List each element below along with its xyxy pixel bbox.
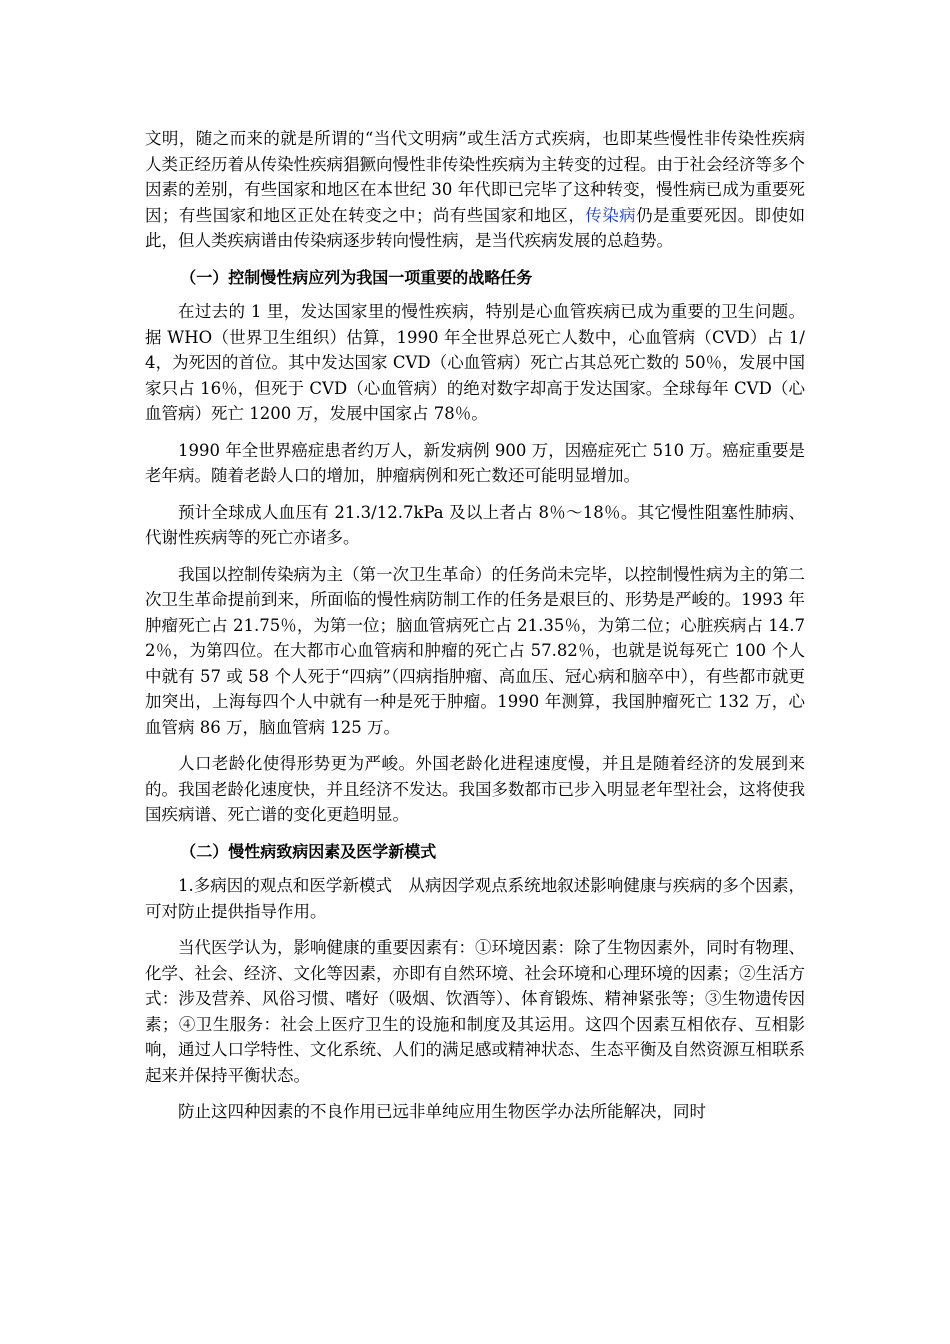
paragraph-blood-pressure: 预计全球成人血压有 21.3/12.7kPa 及以上者占 8％～18％。其它慢性阻塞性肺病、代谢性疾病等的死亡亦诸多。	[145, 502, 805, 547]
paragraph-intro-text-after: 仍是重要死因。即使如此，但人类疾病谱由传染病逐步转向慢性病，是当代疾病发展的总趋势。	[145, 205, 806, 250]
paragraph-intro	[145, 126, 805, 254]
section-heading-2: （二）慢性病致病因素及医学新模式	[180, 841, 437, 861]
paragraph-prevention: 防止这四种因素的不良作用已远非单纯应用生物医学办法所能解决，同时	[178, 1102, 706, 1121]
document-body	[145, 126, 805, 1136]
link-infectious-disease[interactable]: 传染病	[585, 205, 637, 225]
paragraph-cancer-statistics: 1990 年全世界癌症患者约万人，新发病例 900 万，因癌症死亡 510 万。癌症重要是老年病。随着老龄人口的增加，肿瘤病例和死亡数还可能明显增加。	[145, 440, 805, 485]
paragraph-health-factors: 当代医学认为，影响健康的重要因素有：①环境因素：除了生物因素外，同时有物理、化学、社会、经济、文化等因素，亦即有自然环境、社会环境和心理环境的因素；②生活方式：涉及营养、风俗习惯、嗜好（吸烟、饮酒等）、体育锻炼、精神紧张等；③生物遗传因素；④卫生服务：社会上医疗卫生的设施和制度及其运用。这四个因素互相依存、互相影响，通过人口学特性、文化系统、人们的满足感或精神状态、生态平衡及自然资源互相联系起来并保持平衡状态。	[145, 938, 805, 1085]
paragraph-intro-text-before: 文明，随之而来的就是所谓的“当代文明病”或生活方式疾病，也即某些慢性非传染性疾病人类正经历着从传染性疾病猖獗向慢性非传染性疾病为主转变的过程。由于社会经济等多个因素的差别，有些国家和地区在本世纪 30 年代即已完毕了这种转变，慢性病已成为重要死因；有些国家和地区正处在转变之中；尚有些国家和地区，	[145, 129, 805, 225]
paragraph-multi-cause: 1.多病因的观点和医学新模式 从病因学观点系统地叙述影响健康与疾病的多个因素，可对防止提供指导作用。	[145, 876, 805, 921]
paragraph-cvd-statistics: 在过去的 1 里，发达国家里的慢性疾病，特别是心血管疾病已成为重要的卫生问题。据 WHO（世界卫生组织）估算，1990 年全世界总死亡人数中，心血管病（CVD）占 1/4，为死因的首位。其中发达国家 CVD（心血管病）死亡占其总死亡数的 50％，发展中国家只占 16％，但死于 CVD（心血管病）的绝对数字却高于发达国家。全球每年 CVD（心血管病）死亡 1200 万，发展中国家占 78％。	[145, 302, 805, 423]
section-heading-1: （一）控制慢性病应列为我国一项重要的战略任务	[180, 267, 533, 287]
paragraph-aging: 人口老龄化使得形势更为严峻。外国老龄化进程速度慢，并且是随着经济的发展到来的。我国老龄化速度快，并且经济不发达。我国多数都市已步入明显老年型社会，这将使我国疾病谱、死亡谱的变化更趋明显。	[145, 754, 805, 824]
paragraph-china-situation: 我国以控制传染病为主（第一次卫生革命）的任务尚未完毕，以控制慢性病为主的第二次卫生革命提前到来，所面临的慢性病防制工作的任务是艰巨的、形势是严峻的。1993 年肿瘤死亡占 21.75％，为第一位；脑血管病死亡占 21.35％，为第二位；心脏疾病占 14.72％，为第四位。在大都市心血管病和肿瘤的死亡占 57.82％，也就是说每死亡 100 个人中就有 57 或 58 个人死于“四病”（四病指肿瘤、高血压、冠心病和脑卒中），有些都市就更加突出，上海每四个人中就有一种是死于肿瘤。1990 年测算，我国肿瘤死亡 132 万，心血管病 86 万，脑血管病 125 万。	[145, 564, 805, 737]
